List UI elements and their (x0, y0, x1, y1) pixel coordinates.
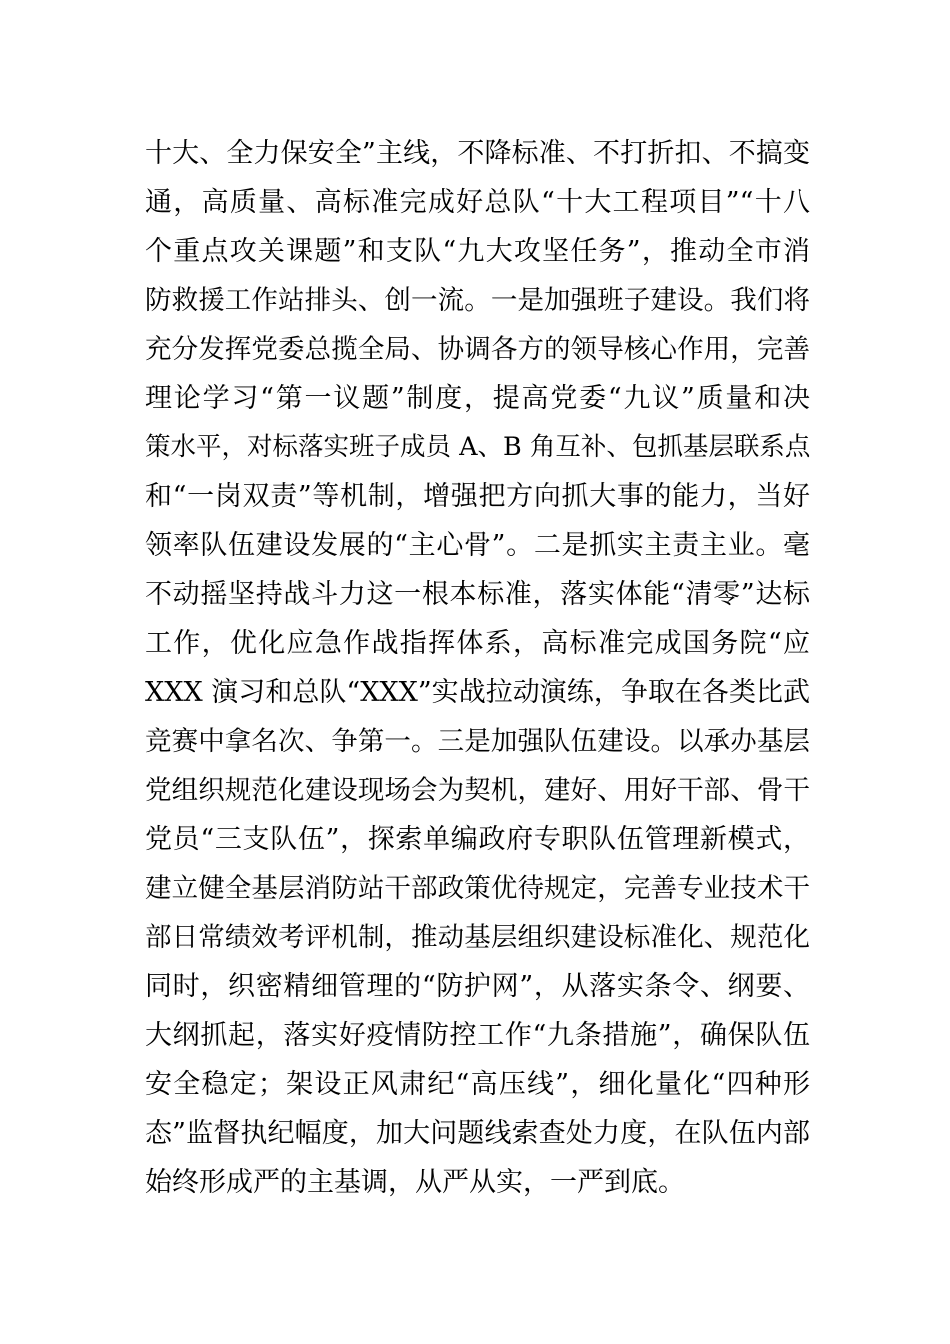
text-line-21: 态”监督执纪幅度，加大问题线索查处力度，在队伍内部 (145, 1118, 810, 1149)
text-line-10: 不动摇坚持战斗力这一根本标准，落实体能“清零”达标 (145, 579, 810, 610)
text-line-6: 理论学习“第一议题”制度，提高党委“九议”质量和决 (145, 383, 810, 414)
text-line-22: 始终形成严的主基调，从严从实，一严到底。 (145, 1167, 685, 1198)
text-line-11: 工作，优化应急作战指挥体系，高标准完成国务院“应 (145, 628, 810, 659)
text-line-7: 策水平，对标落实班子成员 A、B 角互补、包抓基层联系点 (145, 432, 811, 462)
text-line-8: 和“一岗双责”等机制，增强把方向抓大事的能力，当好 (145, 481, 810, 512)
text-line-12: XXX 演习和总队“XXX”实战拉动演练，争取在各类比武 (145, 677, 810, 708)
text-line-19: 大纲抓起，落实好疫情防控工作“九条措施”，确保队伍 (145, 1020, 810, 1051)
text-line-18: 同时，织密精细管理的“防护网”，从落实条令、纲要、 (145, 971, 810, 1002)
text-line-2: 通，高质量、高标准完成好总队“十大工程项目”“十八 (145, 187, 810, 218)
text-line-20: 安全稳定；架设正风肃纪“高压线”，细化量化“四种形 (145, 1069, 810, 1100)
text-line-3: 个重点攻关课题”和支队“九大攻坚任务”，推动全市消 (145, 236, 810, 267)
body-paragraph (145, 129, 810, 1207)
text-line-1: 十大、全力保安全”主线，不降标准、不打折扣、不搞变 (145, 138, 810, 169)
text-line-15: 党员“三支队伍”，探索单编政府专职队伍管理新模式， (145, 824, 810, 855)
text-line-17: 部日常绩效考评机制，推动基层组织建设标准化、规范化 (145, 922, 810, 953)
text-line-4: 防救援工作站排头、创一流。一是加强班子建设。我们将 (145, 285, 810, 316)
text-line-13: 竞赛中拿名次、争第一。三是加强队伍建设。以承办基层 (145, 726, 810, 757)
text-line-16: 建立健全基层消防站干部政策优待规定，完善专业技术干 (145, 873, 810, 904)
text-line-5: 充分发挥党委总揽全局、协调各方的领导核心作用，完善 (145, 334, 810, 365)
text-line-9: 领率队伍建设发展的“主心骨”。二是抓实主责主业。毫 (145, 530, 810, 561)
text-line-14: 党组织规范化建设现场会为契机，建好、用好干部、骨干 (145, 775, 810, 806)
